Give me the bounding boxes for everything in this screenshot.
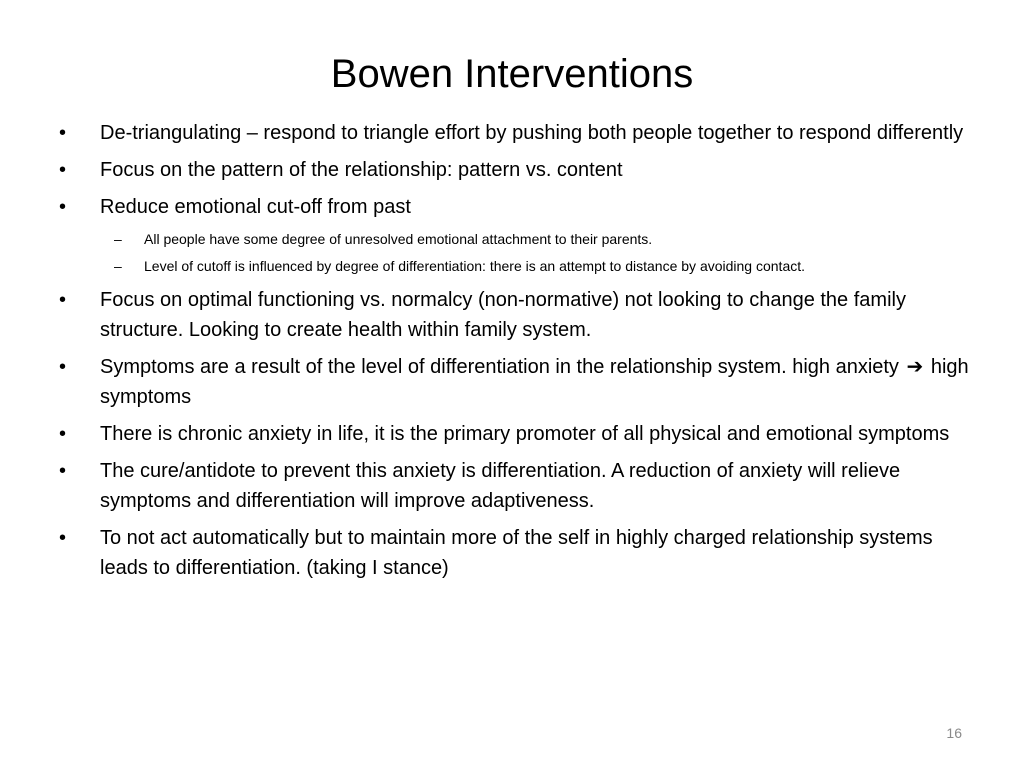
slide-title: Bowen Interventions [330,52,694,96]
bullet-text: To not act automatically but to maintain more of the self in highly charged relationship systems leads to differentiation. (taking I stance) [100,527,933,579]
bullet-marker: • [59,289,67,311]
bullet-marker: • [59,122,67,144]
bullet-text: Focus on the pattern of the relationship: pattern vs. content [100,159,623,181]
bullet-text: Focus on optimal functioning vs. normalcy (non-normative) not looking to change the family structure. Looking to create health within family system. [100,289,906,341]
bullet-item [56,285,976,345]
sub-bullet-item [56,256,976,276]
sub-bullet-marker: – [114,231,122,247]
bullet-marker: • [59,356,67,378]
bullet-marker: • [59,423,67,445]
sub-bullet-item [56,229,976,249]
right-arrow-icon: ➔ [906,356,924,378]
bullet-text: The cure/antidote to prevent this anxiety is differentiation. A reduction of anxiety will relieve symptoms and differentiation will improve adaptiveness. [100,460,901,512]
bullet-marker: • [59,196,67,218]
bullet-text: There is chronic anxiety in life, it is the primary promoter of all physical and emotional symptoms [100,423,950,445]
bullet-marker: • [59,527,67,549]
page-number: 16 [946,725,962,741]
sub-bullet-text: All people have some degree of unresolved emotional attachment to their parents. [144,231,653,247]
bullet-item [56,155,976,185]
bullet-text-after-arrow: high symptoms [100,356,969,408]
sub-bullet-list [56,229,976,276]
bullet-marker: • [59,159,67,181]
bullet-marker: • [59,460,67,482]
bullet-text: De-triangulating – respond to triangle effort by pushing both people together to respond differently [100,122,964,144]
bullet-item [56,523,976,583]
sub-bullet-marker: – [114,258,122,274]
bullet-item [56,456,976,516]
sub-bullet-text: Level of cutoff is influenced by degree of differentiation: there is an attempt to distance by avoiding contact. [144,258,806,274]
bullet-item [56,192,976,222]
bullet-list [56,118,976,590]
bullet-text: Reduce emotional cut-off from past [100,196,411,218]
bullet-item [56,118,976,148]
bullet-item [56,419,976,449]
bullet-text-before-arrow: Symptoms are a result of the level of differentiation in the relationship system. high anxiety [100,356,899,378]
bullet-item [56,352,976,412]
